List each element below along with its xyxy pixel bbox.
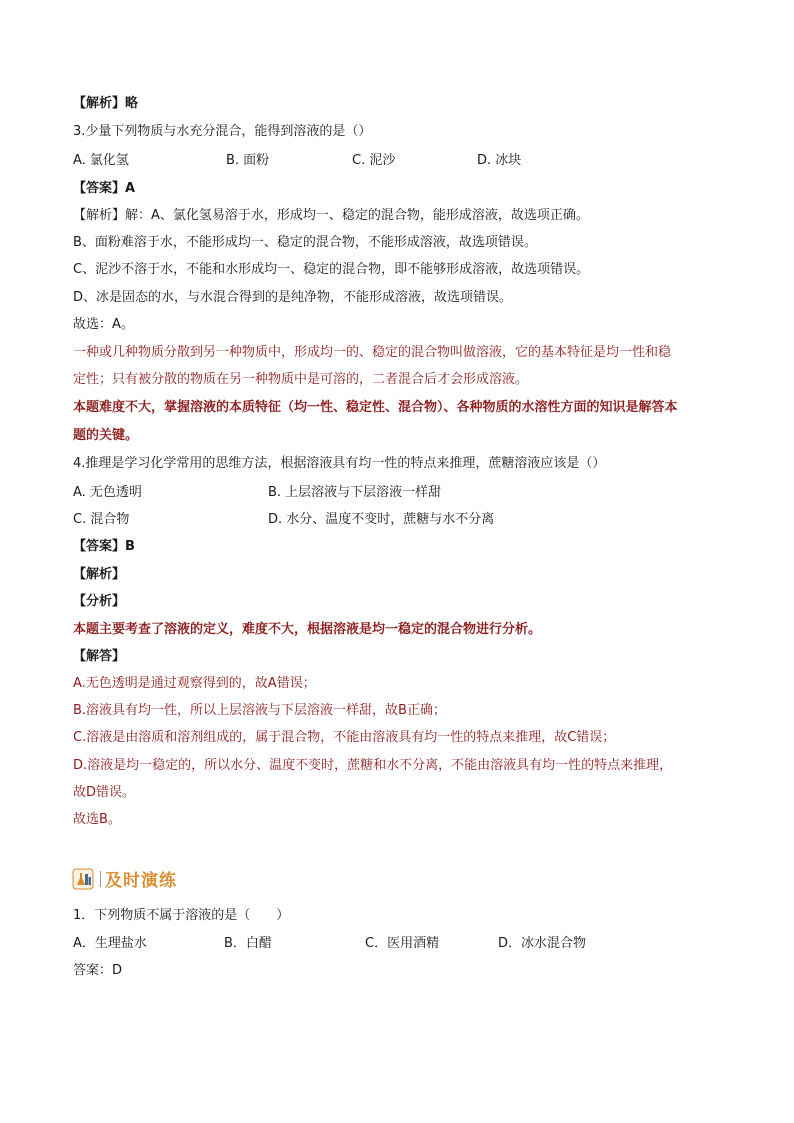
q3-explain-line: 【解析】解：A、氯化氢易溶于水，形成均一、稳定的混合物，能形成溶液，故选项正确。: [73, 208, 589, 223]
q3-option-b: B. 面粉: [226, 153, 270, 168]
section-divider: [100, 871, 101, 887]
q4-fenxi: 本题主要考查了溶液的定义，难度不大，根据溶液是均一稳定的混合物进行分析。: [73, 622, 542, 637]
p1-option-c: C．医用酒精: [365, 936, 440, 951]
q4-jieda-line: C.溶液是由溶质和溶剂组成的，属于混合物，不能由溶液具有均一性的特点来推理，故C错误；: [73, 730, 616, 745]
q3-option-a: A. 氯化氢: [73, 153, 129, 168]
q3-stem: 3.少量下列物质与水充分混合，能得到溶液的是（）: [73, 124, 372, 139]
q4-option-d: D. 水分、温度不变时，蔗糖与水不分离: [268, 512, 495, 527]
q3-explain-line: D、冰是固态的水，与水混合得到的是纯净物，不能形成溶液，故选项错误。: [73, 290, 513, 305]
q3-key-line: 本题难度不大，掌握溶液的本质特征（均一性、稳定性、混合物）、各种物质的水溶性方面的知识是解答本: [73, 400, 678, 415]
q4-analysis-head: 【解析】: [73, 567, 126, 582]
q3-option-c: C. 泥沙: [352, 153, 396, 168]
section-heading: [72, 866, 177, 891]
q2-analysis: 【解析】略: [73, 96, 139, 111]
p1-option-b: B．白醋: [224, 936, 272, 951]
q4-fenxi-head: 【分析】: [73, 594, 126, 609]
q4-option-a: A. 无色透明: [73, 485, 142, 500]
q3-answer: 【答案】A: [73, 181, 136, 196]
q3-explain-line: C、泥沙不溶于水，不能和水形成均一、稳定的混合物，即不能够形成溶液，故选项错误。: [73, 262, 590, 277]
q4-option-c: C. 混合物: [73, 512, 130, 527]
section-title: 及时演练: [105, 871, 177, 891]
q3-key-line: 题的关键。: [73, 428, 139, 443]
q4-jieda-line: D.溶液是均一稳定的，所以水分、温度不变时，蔗糖和水不分离，不能由溶液具有均一性的特点来推理，: [73, 758, 673, 773]
lab-flask-icon: [72, 868, 94, 890]
q4-jieda-line: B.溶液具有均一性，所以上层溶液与下层溶液一样甜，故B正确；: [73, 703, 446, 718]
q3-note-line: 定性；只有被分散的物质在另一种物质中是可溶的，二者混合后才会形成溶液。: [73, 372, 529, 387]
q3-note-line: 一种或几种物质分散到另一种物质中，形成均一的、稳定的混合物叫做溶液，它的基本特征是均一性和稳: [73, 345, 672, 360]
q3-explain-line: B、面粉难溶于水，不能形成均一、稳定的混合物，不能形成溶液，故选项错误。: [73, 235, 537, 250]
q4-jieda-line: 故D错误。: [73, 785, 136, 800]
p1-option-d: D．冰水混合物: [498, 936, 587, 951]
p1-answer: 答案：D: [73, 963, 123, 978]
q4-jieda-head: 【解答】: [73, 649, 126, 664]
q4-option-b: B. 上层溶液与下层溶液一样甜: [268, 485, 442, 500]
q4-answer: 【答案】B: [73, 539, 135, 554]
q3-explain-line: 故选：A。: [73, 317, 134, 332]
q4-jieda-line: 故选B。: [73, 812, 121, 827]
p1-stem: 1．下列物质不属于溶液的是（ ）: [73, 908, 290, 923]
q4-stem: 4.推理是学习化学常用的思维方法，根据溶液具有均一性的特点来推理，蔗糖溶液应该是（）: [73, 456, 606, 471]
p1-option-a: A．生理盐水: [73, 936, 147, 951]
q3-option-d: D. 冰块: [477, 153, 522, 168]
q4-jieda-line: A.无色透明是通过观察得到的，故A错误；: [73, 676, 316, 691]
